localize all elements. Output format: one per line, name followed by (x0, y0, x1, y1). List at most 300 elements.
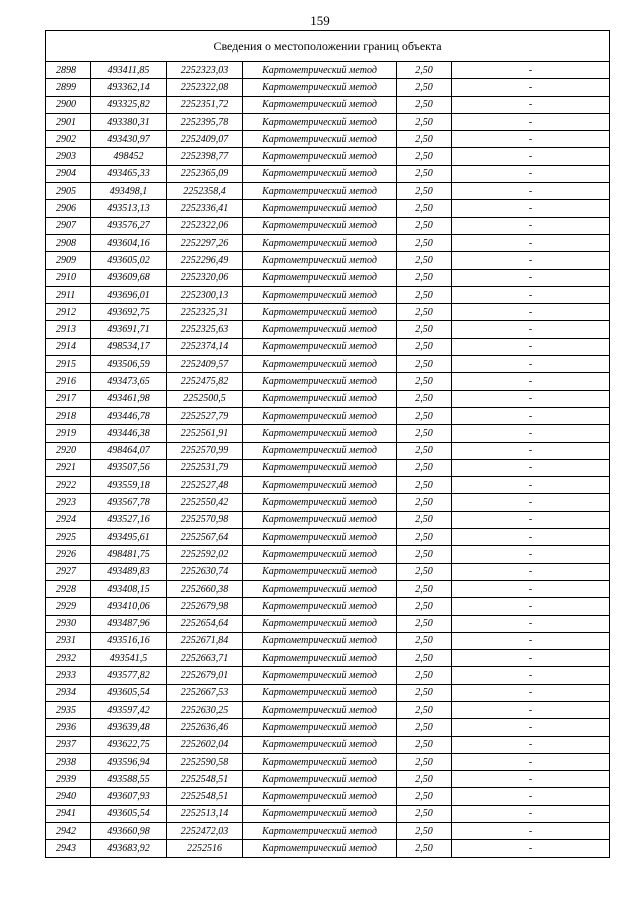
cell-description: - (452, 200, 610, 217)
cell-coord-x: 493527,16 (91, 511, 167, 528)
cell-method: Картометрический метод (243, 217, 397, 234)
cell-method: Картометрический метод (243, 442, 397, 459)
cell-method: Картометрический метод (243, 113, 397, 130)
cell-coord-x: 493465,33 (91, 165, 167, 182)
cell-description: - (452, 823, 610, 840)
cell-method: Картометрический метод (243, 165, 397, 182)
cell-coord-y: 2252654,64 (167, 615, 243, 632)
cell-coord-x: 493446,78 (91, 407, 167, 424)
cell-accuracy: 2,50 (397, 511, 452, 528)
cell-accuracy: 2,50 (397, 183, 452, 200)
table-row (46, 529, 610, 546)
cell-coord-x: 493597,42 (91, 701, 167, 718)
table-row (46, 269, 610, 286)
cell-coord-y: 2252550,42 (167, 494, 243, 511)
table-row (46, 113, 610, 130)
cell-point-number: 2914 (46, 338, 91, 355)
table-row (46, 96, 610, 113)
cell-coord-y: 2252351,72 (167, 96, 243, 113)
page-number: 159 (310, 13, 330, 28)
cell-point-number: 2919 (46, 425, 91, 442)
cell-point-number: 2926 (46, 546, 91, 563)
cell-description: - (452, 546, 610, 563)
cell-coord-y: 2252322,06 (167, 217, 243, 234)
table-row (46, 442, 610, 459)
cell-method: Картометрический метод (243, 62, 397, 79)
table-row (46, 632, 610, 649)
cell-point-number: 2911 (46, 286, 91, 303)
cell-point-number: 2929 (46, 598, 91, 615)
table-row (46, 771, 610, 788)
cell-point-number: 2942 (46, 823, 91, 840)
cell-point-number: 2927 (46, 563, 91, 580)
cell-description: - (452, 304, 610, 321)
cell-description: - (452, 563, 610, 580)
cell-accuracy: 2,50 (397, 771, 452, 788)
cell-method: Картометрический метод (243, 823, 397, 840)
cell-point-number: 2933 (46, 667, 91, 684)
table-row (46, 511, 610, 528)
cell-description: - (452, 753, 610, 770)
table-row (46, 546, 610, 563)
cell-description: - (452, 477, 610, 494)
cell-point-number: 2936 (46, 719, 91, 736)
cell-description: - (452, 459, 610, 476)
cell-method: Картометрический метод (243, 200, 397, 217)
cell-coord-y: 2252297,26 (167, 234, 243, 251)
cell-coord-y: 2252679,01 (167, 667, 243, 684)
cell-description: - (452, 286, 610, 303)
cell-point-number: 2922 (46, 477, 91, 494)
cell-point-number: 2903 (46, 148, 91, 165)
cell-description: - (452, 165, 610, 182)
cell-description: - (452, 511, 610, 528)
cell-accuracy: 2,50 (397, 788, 452, 805)
cell-method: Картометрический метод (243, 148, 397, 165)
table-row (46, 407, 610, 424)
cell-accuracy: 2,50 (397, 459, 452, 476)
cell-coord-x: 493605,02 (91, 252, 167, 269)
table-row (46, 477, 610, 494)
cell-accuracy: 2,50 (397, 407, 452, 424)
boundary-coordinates-table (45, 30, 610, 858)
cell-method: Картометрический метод (243, 546, 397, 563)
cell-method: Картометрический метод (243, 234, 397, 251)
table-row (46, 304, 610, 321)
cell-method: Картометрический метод (243, 407, 397, 424)
cell-coord-x: 493541,5 (91, 650, 167, 667)
table-row (46, 753, 610, 770)
table-row (46, 701, 610, 718)
cell-coord-y: 2252516 (167, 840, 243, 857)
cell-method: Картометрический метод (243, 529, 397, 546)
table-row (46, 252, 610, 269)
cell-coord-x: 493498,1 (91, 183, 167, 200)
cell-coord-y: 2252531,79 (167, 459, 243, 476)
cell-coord-x: 493473,65 (91, 373, 167, 390)
table-row (46, 580, 610, 597)
cell-accuracy: 2,50 (397, 442, 452, 459)
cell-accuracy: 2,50 (397, 840, 452, 857)
table-row (46, 131, 610, 148)
cell-accuracy: 2,50 (397, 684, 452, 701)
cell-description: - (452, 62, 610, 79)
cell-coord-y: 2252395,78 (167, 113, 243, 130)
cell-coord-x: 498464,07 (91, 442, 167, 459)
cell-coord-y: 2252630,25 (167, 701, 243, 718)
cell-method: Картометрический метод (243, 183, 397, 200)
cell-point-number: 2910 (46, 269, 91, 286)
cell-point-number: 2943 (46, 840, 91, 857)
table-row (46, 165, 610, 182)
cell-coord-y: 2252323,03 (167, 62, 243, 79)
table-row (46, 563, 610, 580)
cell-point-number: 2931 (46, 632, 91, 649)
cell-method: Картометрический метод (243, 667, 397, 684)
table-row (46, 425, 610, 442)
table-row (46, 840, 610, 857)
cell-coord-y: 2252667,53 (167, 684, 243, 701)
cell-coord-x: 493567,78 (91, 494, 167, 511)
cell-coord-x: 493408,15 (91, 580, 167, 597)
cell-accuracy: 2,50 (397, 477, 452, 494)
cell-coord-y: 2252561,91 (167, 425, 243, 442)
cell-coord-y: 2252325,31 (167, 304, 243, 321)
cell-point-number: 2916 (46, 373, 91, 390)
cell-accuracy: 2,50 (397, 580, 452, 597)
cell-coord-x: 493604,16 (91, 234, 167, 251)
cell-method: Картометрический метод (243, 563, 397, 580)
cell-coord-y: 2252592,02 (167, 546, 243, 563)
cell-point-number: 2934 (46, 684, 91, 701)
cell-description: - (452, 580, 610, 597)
table-row (46, 650, 610, 667)
table-row (46, 338, 610, 355)
cell-point-number: 2902 (46, 131, 91, 148)
cell-coord-y: 2252336,41 (167, 200, 243, 217)
cell-accuracy: 2,50 (397, 200, 452, 217)
cell-coord-x: 493639,48 (91, 719, 167, 736)
cell-description: - (452, 684, 610, 701)
cell-point-number: 2932 (46, 650, 91, 667)
cell-coord-y: 2252322,08 (167, 79, 243, 96)
cell-accuracy: 2,50 (397, 563, 452, 580)
table-row (46, 598, 610, 615)
cell-coord-x: 493609,68 (91, 269, 167, 286)
cell-accuracy: 2,50 (397, 286, 452, 303)
cell-description: - (452, 425, 610, 442)
cell-accuracy: 2,50 (397, 148, 452, 165)
cell-method: Картометрический метод (243, 286, 397, 303)
cell-point-number: 2921 (46, 459, 91, 476)
table-row (46, 667, 610, 684)
cell-point-number: 2939 (46, 771, 91, 788)
cell-coord-x: 493489,83 (91, 563, 167, 580)
cell-description: - (452, 632, 610, 649)
cell-accuracy: 2,50 (397, 546, 452, 563)
cell-accuracy: 2,50 (397, 234, 452, 251)
cell-description: - (452, 407, 610, 424)
cell-description: - (452, 148, 610, 165)
cell-method: Картометрический метод (243, 511, 397, 528)
cell-coord-x: 498481,75 (91, 546, 167, 563)
cell-coord-y: 2252602,04 (167, 736, 243, 753)
cell-coord-x: 498452 (91, 148, 167, 165)
cell-method: Картометрический метод (243, 338, 397, 355)
cell-point-number: 2941 (46, 805, 91, 822)
cell-point-number: 2912 (46, 304, 91, 321)
table-caption: Сведения о местоположении границ объекта (46, 31, 610, 62)
cell-method: Картометрический метод (243, 719, 397, 736)
cell-description: - (452, 79, 610, 96)
cell-coord-y: 2252398,77 (167, 148, 243, 165)
cell-accuracy: 2,50 (397, 79, 452, 96)
cell-coord-x: 498534,17 (91, 338, 167, 355)
cell-coord-x: 493683,92 (91, 840, 167, 857)
cell-coord-x: 493411,85 (91, 62, 167, 79)
cell-method: Картометрический метод (243, 79, 397, 96)
cell-coord-x: 493495,61 (91, 529, 167, 546)
cell-point-number: 2925 (46, 529, 91, 546)
cell-coord-x: 493380,31 (91, 113, 167, 130)
cell-coord-y: 2252300,13 (167, 286, 243, 303)
table-row (46, 459, 610, 476)
table-row (46, 736, 610, 753)
cell-method: Картометрический метод (243, 753, 397, 770)
cell-coord-y: 2252409,07 (167, 131, 243, 148)
cell-method: Картометрический метод (243, 632, 397, 649)
table-row (46, 356, 610, 373)
cell-coord-y: 2252548,51 (167, 788, 243, 805)
cell-coord-x: 493622,75 (91, 736, 167, 753)
cell-coord-x: 493692,75 (91, 304, 167, 321)
cell-description: - (452, 234, 610, 251)
cell-coord-y: 2252365,09 (167, 165, 243, 182)
cell-coord-x: 493660,98 (91, 823, 167, 840)
table-row (46, 286, 610, 303)
cell-accuracy: 2,50 (397, 356, 452, 373)
cell-method: Картометрический метод (243, 805, 397, 822)
cell-accuracy: 2,50 (397, 615, 452, 632)
cell-method: Картометрический метод (243, 615, 397, 632)
cell-coord-x: 493577,82 (91, 667, 167, 684)
cell-method: Картометрический метод (243, 477, 397, 494)
cell-coord-x: 493506,59 (91, 356, 167, 373)
cell-accuracy: 2,50 (397, 494, 452, 511)
cell-coord-y: 2252320,06 (167, 269, 243, 286)
cell-accuracy: 2,50 (397, 96, 452, 113)
table-row (46, 373, 610, 390)
cell-point-number: 2907 (46, 217, 91, 234)
cell-coord-y: 2252679,98 (167, 598, 243, 615)
cell-method: Картометрический метод (243, 425, 397, 442)
cell-accuracy: 2,50 (397, 269, 452, 286)
cell-accuracy: 2,50 (397, 165, 452, 182)
cell-accuracy: 2,50 (397, 736, 452, 753)
cell-method: Картометрический метод (243, 598, 397, 615)
cell-coord-x: 493596,94 (91, 753, 167, 770)
cell-point-number: 2906 (46, 200, 91, 217)
cell-accuracy: 2,50 (397, 113, 452, 130)
cell-coord-y: 2252513,14 (167, 805, 243, 822)
cell-point-number: 2900 (46, 96, 91, 113)
cell-accuracy: 2,50 (397, 753, 452, 770)
cell-point-number: 2937 (46, 736, 91, 753)
cell-accuracy: 2,50 (397, 598, 452, 615)
cell-coord-x: 493516,16 (91, 632, 167, 649)
cell-method: Картометрический метод (243, 840, 397, 857)
cell-coord-y: 2252567,64 (167, 529, 243, 546)
cell-description: - (452, 390, 610, 407)
cell-accuracy: 2,50 (397, 667, 452, 684)
cell-accuracy: 2,50 (397, 252, 452, 269)
cell-description: - (452, 771, 610, 788)
cell-coord-y: 2252663,71 (167, 650, 243, 667)
cell-description: - (452, 598, 610, 615)
cell-description: - (452, 719, 610, 736)
cell-description: - (452, 183, 610, 200)
cell-point-number: 2917 (46, 390, 91, 407)
cell-method: Картометрический метод (243, 321, 397, 338)
cell-point-number: 2938 (46, 753, 91, 770)
cell-description: - (452, 113, 610, 130)
cell-coord-y: 2252570,99 (167, 442, 243, 459)
cell-accuracy: 2,50 (397, 390, 452, 407)
cell-coord-x: 493446,38 (91, 425, 167, 442)
table-row (46, 217, 610, 234)
cell-description: - (452, 650, 610, 667)
cell-accuracy: 2,50 (397, 373, 452, 390)
cell-accuracy: 2,50 (397, 304, 452, 321)
cell-coord-y: 2252527,48 (167, 477, 243, 494)
cell-coord-y: 2252636,46 (167, 719, 243, 736)
table-row (46, 823, 610, 840)
table-row (46, 805, 610, 822)
cell-description: - (452, 667, 610, 684)
table-caption-row (46, 31, 610, 62)
cell-point-number: 2924 (46, 511, 91, 528)
cell-method: Картометрический метод (243, 390, 397, 407)
cell-point-number: 2898 (46, 62, 91, 79)
cell-coord-y: 2252570,98 (167, 511, 243, 528)
cell-accuracy: 2,50 (397, 62, 452, 79)
cell-method: Картометрический метод (243, 684, 397, 701)
cell-description: - (452, 736, 610, 753)
cell-coord-x: 493461,98 (91, 390, 167, 407)
cell-description: - (452, 529, 610, 546)
cell-point-number: 2920 (46, 442, 91, 459)
cell-coord-y: 2252500,5 (167, 390, 243, 407)
cell-coord-y: 2252671,84 (167, 632, 243, 649)
cell-method: Картометрический метод (243, 494, 397, 511)
cell-description: - (452, 131, 610, 148)
cell-coord-x: 493487,96 (91, 615, 167, 632)
table-row (46, 148, 610, 165)
cell-point-number: 2913 (46, 321, 91, 338)
cell-point-number: 2923 (46, 494, 91, 511)
cell-point-number: 2908 (46, 234, 91, 251)
cell-accuracy: 2,50 (397, 131, 452, 148)
cell-point-number: 2899 (46, 79, 91, 96)
cell-coord-x: 493605,54 (91, 805, 167, 822)
cell-description: - (452, 269, 610, 286)
cell-description: - (452, 217, 610, 234)
cell-coord-y: 2252548,51 (167, 771, 243, 788)
cell-coord-y: 2252630,74 (167, 563, 243, 580)
cell-accuracy: 2,50 (397, 217, 452, 234)
cell-method: Картометрический метод (243, 131, 397, 148)
cell-coord-x: 493588,55 (91, 771, 167, 788)
cell-description: - (452, 615, 610, 632)
cell-method: Картометрический метод (243, 304, 397, 321)
cell-description: - (452, 701, 610, 718)
table-row (46, 234, 610, 251)
cell-method: Картометрический метод (243, 580, 397, 597)
cell-accuracy: 2,50 (397, 632, 452, 649)
cell-point-number: 2909 (46, 252, 91, 269)
cell-accuracy: 2,50 (397, 338, 452, 355)
cell-method: Картометрический метод (243, 373, 397, 390)
cell-coord-y: 2252296,49 (167, 252, 243, 269)
cell-coord-x: 493696,01 (91, 286, 167, 303)
cell-method: Картометрический метод (243, 459, 397, 476)
cell-coord-x: 493605,54 (91, 684, 167, 701)
table-row (46, 62, 610, 79)
cell-method: Картометрический метод (243, 269, 397, 286)
cell-description: - (452, 494, 610, 511)
cell-coord-x: 493362,14 (91, 79, 167, 96)
cell-coord-y: 2252590,58 (167, 753, 243, 770)
cell-description: - (452, 788, 610, 805)
cell-coord-y: 2252527,79 (167, 407, 243, 424)
cell-point-number: 2940 (46, 788, 91, 805)
table-row (46, 684, 610, 701)
cell-point-number: 2930 (46, 615, 91, 632)
cell-point-number: 2915 (46, 356, 91, 373)
table-row (46, 719, 610, 736)
cell-coord-y: 2252472,03 (167, 823, 243, 840)
cell-method: Картометрический метод (243, 96, 397, 113)
table-row (46, 788, 610, 805)
cell-coord-x: 493410,06 (91, 598, 167, 615)
table-row (46, 79, 610, 96)
table-row (46, 390, 610, 407)
cell-point-number: 2928 (46, 580, 91, 597)
cell-method: Картометрический метод (243, 650, 397, 667)
cell-accuracy: 2,50 (397, 650, 452, 667)
cell-coord-x: 493325,82 (91, 96, 167, 113)
cell-description: - (452, 373, 610, 390)
cell-point-number: 2935 (46, 701, 91, 718)
cell-accuracy: 2,50 (397, 321, 452, 338)
cell-accuracy: 2,50 (397, 701, 452, 718)
table-row (46, 494, 610, 511)
cell-description: - (452, 321, 610, 338)
cell-accuracy: 2,50 (397, 805, 452, 822)
cell-accuracy: 2,50 (397, 529, 452, 546)
cell-method: Картометрический метод (243, 771, 397, 788)
cell-coord-x: 493507,56 (91, 459, 167, 476)
table-row (46, 615, 610, 632)
cell-method: Картометрический метод (243, 736, 397, 753)
table-row (46, 321, 610, 338)
cell-method: Картометрический метод (243, 788, 397, 805)
cell-description: - (452, 442, 610, 459)
cell-point-number: 2904 (46, 165, 91, 182)
cell-coord-y: 2252358,4 (167, 183, 243, 200)
cell-coord-x: 493559,18 (91, 477, 167, 494)
cell-point-number: 2901 (46, 113, 91, 130)
